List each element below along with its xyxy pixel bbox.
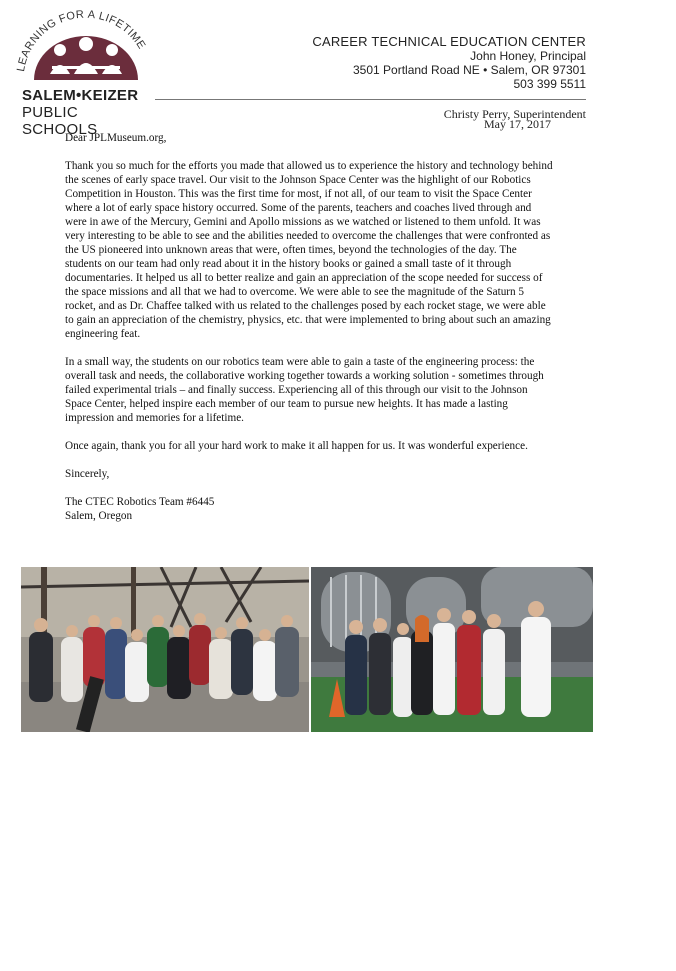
street-address: 3501 Portland Road NE • Salem, OR 97301 [352,63,586,77]
district-logo [12,8,152,138]
principal-name: John Honey, Principal [470,49,586,63]
logo-emblem [12,8,152,88]
letterhead-address [312,34,586,91]
paragraph-2: In a small way, the students on our robotics team were able to gain a taste of the engineering process: the overall task and needs, the collaborative working together towards a working solution - sometimes through failed experimental trials – and finally success. Experiencing all of this through our visit to the Johnson Space Center, helped inspire each member of our team to pursue new heights. It has made a lasting impression and memories for a lifetime. [65,356,544,424]
closing: Sincerely, [65,468,110,480]
signer-location: Salem, Oregon [65,510,133,522]
header-divider [155,99,586,100]
phone-number: 503 399 5511 [513,77,586,91]
signature-block [65,495,555,523]
paragraph-3: Once again, thank you for all your hard work to make it all happen for us. It was wonderful experience. [65,440,528,452]
team-group-photo [21,567,309,732]
superintendent-name: Christy Perry, Superintendent [443,107,586,121]
signer-name: The CTEC Robotics Team #6445 [65,496,215,508]
paragraph-1: Thank you so much for the efforts you made that allowed us to experience the history and technology behind the scenes of early space travel. Our visit to the Johnson Space Center was the highlight of our Robotics Competition in Houston. This was the first time for most, if not all, of our team to visit the Space Center where a lot of early space history occurred. Some of the parents, teachers and coaches lived through and were in awe of the Mercury, Gemini and Apollo missions as we watched or listened to them unfold. It was very interesting to be able to see and the abilities needed to overcome the challenges that were confronted as the US pioneered into unknown areas that were, often times, beyond the technologies of the day. The students on our team had only read about it in the history books or gained a small taste of it through documentaries. It helped us all to better realize and gain an appreciation of the scope needed for success of the space missions and all that we had to overcome. We were able to see the magnitude of the Saturn 5 rocket, and as Dr. Chaffee talked with us related to the challenges posed by each rocket stage, we were able to gain an appreciation of the chemistry, physics, etc. that were implemented to bring about such an amazing engineering feat. [65,160,553,340]
letter-date: May 17, 2017 [484,117,551,131]
center-name: CAREER TECHNICAL EDUCATION CENTER [312,34,586,49]
team-rocket-photo [311,567,593,732]
logo-schools-label: PUBLIC SCHOOLS [22,104,98,138]
logo-arc-text: LEARNING FOR A LIFETIME [15,8,148,73]
letter-body [65,131,555,523]
logo-district-name: SALEM•KEIZER [22,87,139,104]
salutation: Dear JPLMuseum.org, [65,132,167,144]
